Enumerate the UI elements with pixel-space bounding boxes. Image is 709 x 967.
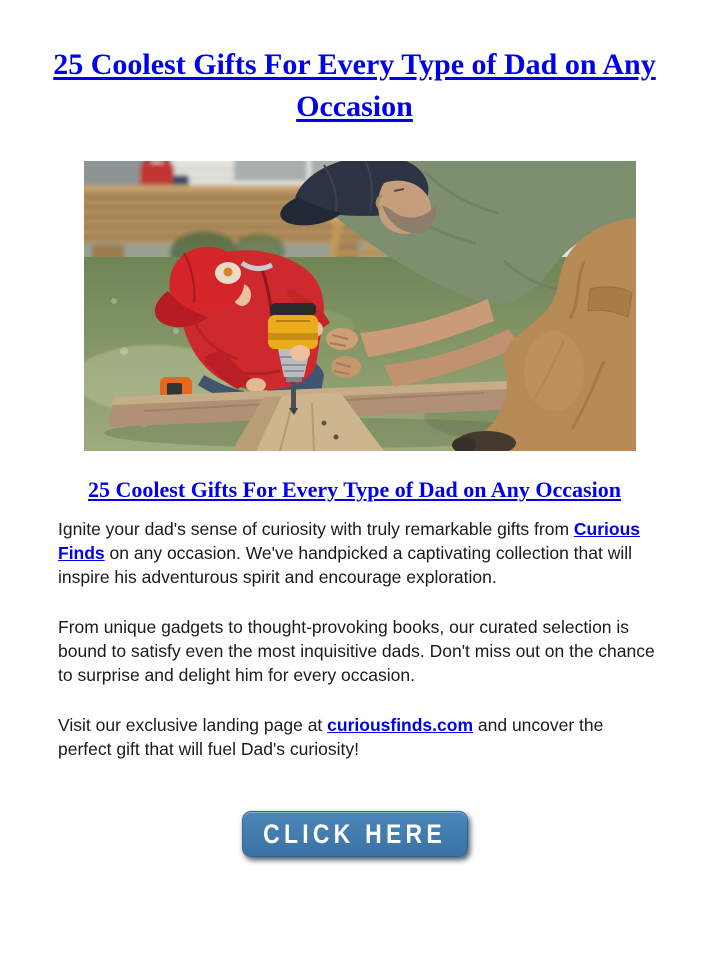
paragraph-visit <box>58 713 655 761</box>
paragraph-text: Ignite your dad's sense of curiosity with truly remarkable gifts from <box>58 519 574 539</box>
cta-label: CLICK HERE <box>263 819 446 849</box>
body-copy <box>58 517 655 761</box>
cta-container <box>0 811 709 857</box>
paragraph-intro <box>58 517 655 589</box>
curious-finds-link[interactable]: Curious Finds <box>58 519 641 563</box>
article-title-link[interactable]: 25 Coolest Gifts For Every Type of Dad on Any Occasion <box>88 477 621 502</box>
hero-photo <box>84 161 636 451</box>
hero-photo-illustration <box>84 161 636 451</box>
email-page <box>0 44 709 967</box>
paragraph-text: Visit our exclusive landing page at <box>58 715 328 735</box>
main-title-link[interactable]: 25 Coolest Gifts For Every Type of Dad on Any Occasion <box>53 48 656 123</box>
paragraph-text: and uncover the perfect gift that will fuel Dad's curiosity! <box>58 715 604 759</box>
curiousfinds-com-link[interactable]: curiousfinds.com <box>327 715 474 735</box>
click-here-button[interactable] <box>242 811 468 857</box>
paragraph-selection: From unique gadgets to thought-provoking books, our curated selection is bound to satisfy even the most inquisitive dads. Don't miss out on the chance to surprise and delight him for every occasion. <box>58 617 655 685</box>
paragraph-text: on any occasion. We've handpicked a captivating collection that will inspire his adventurous spirit and encourage exploration. <box>58 543 633 587</box>
